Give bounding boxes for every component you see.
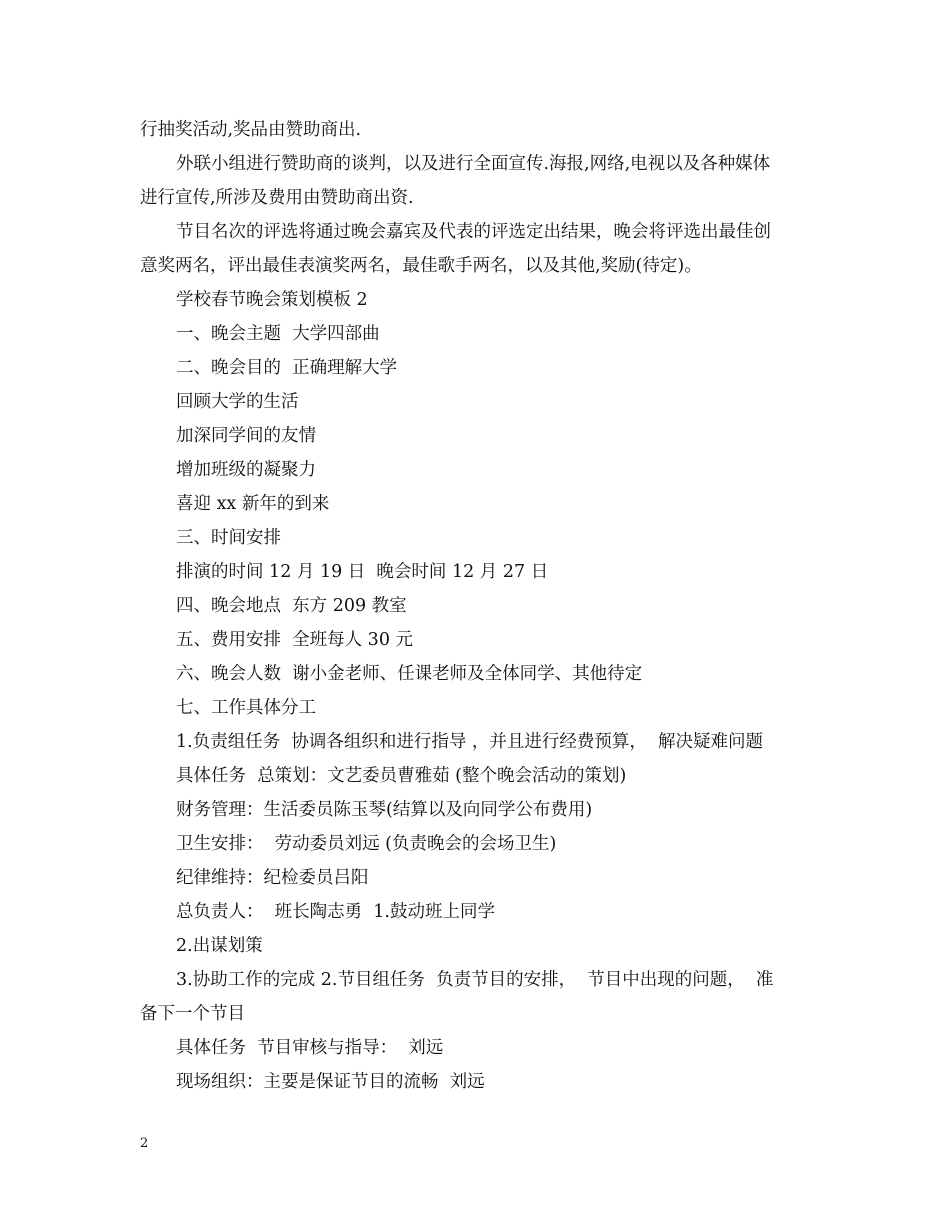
text-line: 备下一个节目 xyxy=(140,1004,245,1024)
text-line: 六、晚会人数 谢小金老师、任课老师及全体同学、其他待定 xyxy=(176,664,643,684)
text-line: 3.协助工作的完成 2.节目组任务 负责节目的安排， 节目中出现的问题， 准 xyxy=(176,970,774,990)
text-line: 意奖两名，评出最佳表演奖两名，最佳歌手两名，以及其他,奖励(待定)。 xyxy=(140,256,702,276)
text-line: 进行宣传,所涉及费用由赞助商出资. xyxy=(140,188,414,208)
text-line: 外联小组进行赞助商的谈判，以及进行全面宣传.海报,网络,电视以及各种媒体 xyxy=(176,154,771,174)
section-heading: 学校春节晚会策划模板 2 xyxy=(176,290,368,310)
text-line: 1.负责组任务 协调各组织和进行指导 ，并且进行经费预算， 解决疑难问题 xyxy=(176,732,764,752)
text-line: 2.出谋划策 xyxy=(176,936,263,956)
text-line: 增加班级的凝聚力 xyxy=(176,460,316,480)
text-line: 行抽奖活动,奖品由赞助商出. xyxy=(140,120,362,140)
text-line: 卫生安排： 劳动委员刘远 (负责晚会的会场卫生) xyxy=(176,834,557,854)
text-line: 加深同学间的友情 xyxy=(176,426,316,446)
text-line: 二、晚会目的 正确理解大学 xyxy=(176,358,398,378)
text-line: 喜迎 xx 新年的到来 xyxy=(176,494,330,514)
text-line: 三、时间安排 xyxy=(176,528,281,548)
text-line: 财务管理：生活委员陈玉琴(结算以及向同学公布费用) xyxy=(176,800,593,820)
text-line: 节目名次的评选将通过晚会嘉宾及代表的评选定出结果，晚会将评选出最佳创 xyxy=(176,222,771,242)
text-line: 一、晚会主题 大学四部曲 xyxy=(176,324,380,344)
text-line: 四、晚会地点 东方 209 教室 xyxy=(176,596,407,616)
text-line: 具体任务 节目审核与指导： 刘远 xyxy=(176,1038,444,1058)
text-line: 总负责人： 班长陶志勇 1.鼓动班上同学 xyxy=(176,902,495,922)
text-line: 七、工作具体分工 xyxy=(176,698,316,718)
text-line: 现场组织：主要是保证节目的流畅 刘远 xyxy=(176,1072,485,1092)
page-number: 2 xyxy=(140,1136,149,1151)
text-line: 回顾大学的生活 xyxy=(176,392,299,412)
text-line: 排演的时间 12 月 19 日 晚会时间 12 月 27 日 xyxy=(176,562,549,582)
text-line: 五、费用安排 全班每人 30 元 xyxy=(176,630,414,650)
text-line: 具体任务 总策划：文艺委员曹雅茹 (整个晚会活动的策划) xyxy=(176,766,627,786)
text-line: 纪律维持：纪检委员吕阳 xyxy=(176,868,369,888)
